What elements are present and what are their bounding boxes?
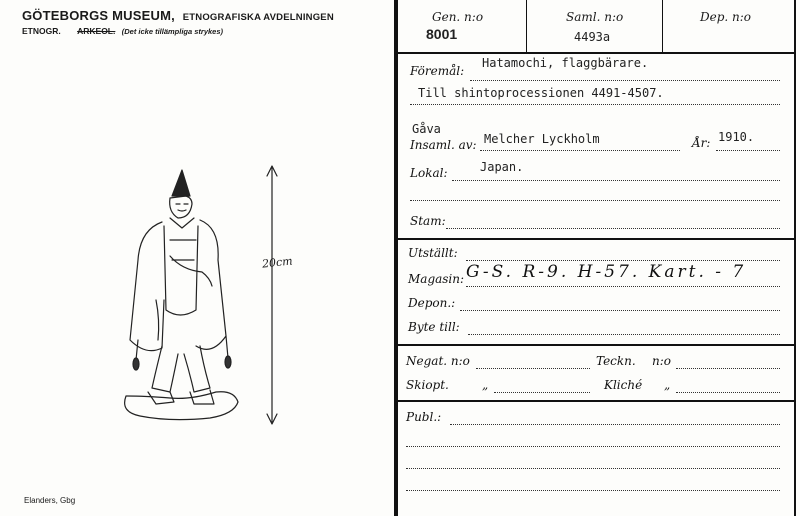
magasin-value: G-S. R-9. H-57. Kart. - 7: [466, 262, 747, 282]
kliche-line: [676, 392, 780, 393]
card-right-edge: [794, 0, 796, 516]
dep-label: Dep. n:o: [700, 10, 752, 24]
gen-label: Gen. n:o: [432, 10, 484, 24]
etnogr-label: ETNOGR.: [22, 26, 61, 36]
saml-cell: [528, 0, 663, 52]
publ-line-2: [406, 446, 780, 447]
foremal-line-2: [410, 104, 780, 105]
negat-line: [476, 368, 590, 369]
magasin-line: [466, 286, 780, 287]
stam-label: Stam:: [410, 214, 446, 228]
museum-name: GÖTEBORGS MUSEUM,: [22, 8, 175, 23]
lokal-label: Lokal:: [410, 166, 448, 180]
strike-note: (Det icke tillämpliga strykes): [121, 27, 224, 36]
byte-line: [468, 334, 780, 335]
section-rule-3: [398, 400, 795, 402]
card-divider: [394, 0, 398, 516]
gava-note: Gåva: [412, 122, 441, 136]
department-name: ETNOGRAFISKA AVDELNINGEN: [182, 12, 334, 23]
printer-imprint: Elanders, Gbg: [24, 496, 76, 505]
ar-line: [716, 150, 780, 151]
skiopt-label: Skiopt.: [406, 378, 449, 392]
negat-label: Negat. n:o: [406, 354, 470, 368]
insaml-line: [480, 150, 680, 151]
section-line: [22, 26, 223, 36]
gen-value: 8001: [426, 26, 458, 42]
publ-label: Publ.:: [406, 410, 442, 424]
depon-line: [460, 310, 780, 311]
ar-label: År:: [692, 136, 711, 150]
header-rule: [398, 52, 795, 54]
byte-label: Byte till:: [408, 320, 460, 334]
teckn-line: [676, 368, 780, 369]
section-rule-1: [398, 238, 795, 240]
utstallt-line: [466, 260, 780, 261]
dep-cell: [664, 0, 794, 52]
arkeol-label: ARKEOL.: [77, 26, 116, 36]
kliche-quote: „: [664, 378, 671, 392]
saml-value: 4493a: [574, 30, 611, 44]
skiopt-line: [494, 392, 590, 393]
gen-cell: [398, 0, 527, 52]
foremal-label: Föremål:: [410, 64, 465, 78]
utstallt-label: Utställt:: [408, 246, 458, 260]
skiopt-quote: „: [482, 378, 489, 392]
insaml-value: Melcher Lyckholm: [484, 132, 600, 146]
publ-line-1: [450, 424, 780, 425]
insaml-label: Insaml. av:: [410, 138, 477, 152]
section-rule-2: [398, 344, 795, 346]
teckn-label: Teckn.: [596, 354, 636, 368]
magasin-label: Magasin:: [408, 272, 465, 286]
ar-value: 1910.: [718, 130, 755, 144]
teckn-no: n:o: [652, 354, 671, 368]
foremal-value-2: Till shintoprocessionen 4491-4507.: [418, 86, 664, 100]
lokal-line-2: [410, 200, 780, 201]
depon-label: Depon.:: [408, 296, 456, 310]
figure-sketch: [100, 160, 310, 430]
foremal-value: Hatamochi, flaggbärare.: [482, 56, 649, 70]
kliche-label: Kliché: [604, 378, 643, 392]
foremal-line: [470, 80, 780, 81]
publ-line-3: [406, 468, 780, 469]
saml-label: Saml. n:o: [566, 10, 624, 24]
museum-title: [22, 8, 334, 23]
measure-label: 20cm: [261, 254, 294, 271]
stam-line: [446, 228, 780, 229]
lokal-line: [452, 180, 780, 181]
publ-line-4: [406, 490, 780, 491]
lokal-value: Japan.: [480, 160, 524, 174]
